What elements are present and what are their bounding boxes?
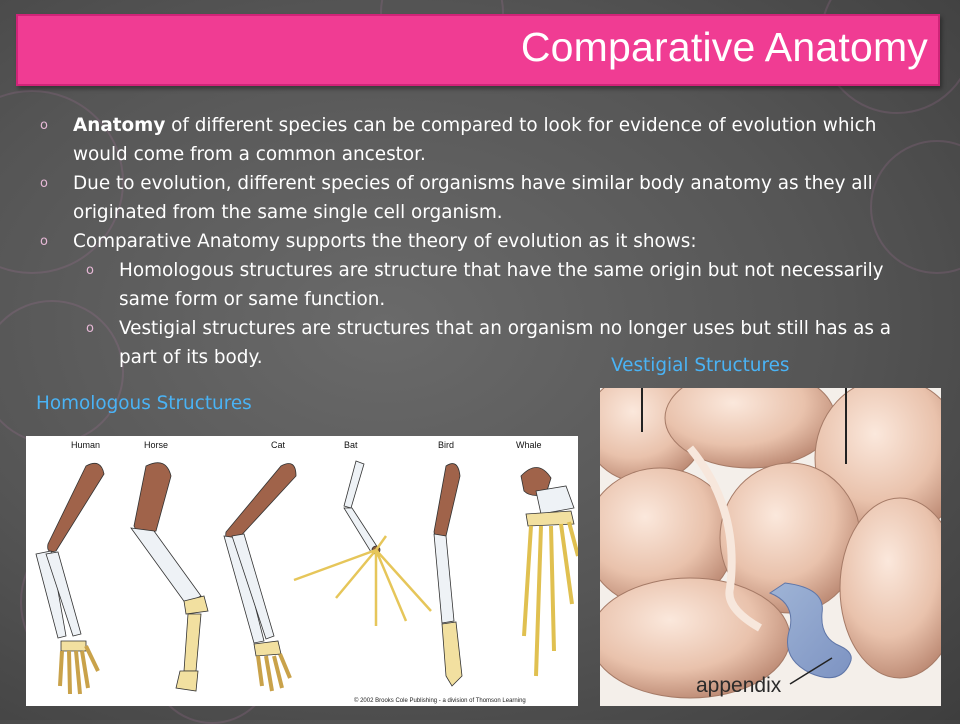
animal-label-whale: Whale <box>516 440 542 450</box>
bullet-item <box>40 169 930 227</box>
animal-label-bird: Bird <box>438 440 455 450</box>
bullet-text: Homologous structures are structure that have the same origin but not necessarily same form or same function. <box>119 260 884 310</box>
bullet-text: of different species can be compared to look for evidence of evolution which would come from a common ancestor. <box>73 115 877 165</box>
bat-wing <box>294 461 431 626</box>
animal-label-human: Human <box>71 440 101 450</box>
animal-labels <box>71 440 542 450</box>
image-credit: © 2002 Brooks Cole Publishing - a division of Thomson Learning <box>354 698 526 704</box>
whale-flipper <box>521 467 578 676</box>
bullet-text: Due to evolution, different species of organisms have similar body anatomy as they all originated from the same single cell organism. <box>73 173 873 223</box>
human-arm <box>36 463 104 694</box>
title-bar <box>16 14 940 86</box>
bullet-list <box>40 111 930 372</box>
bullet-marker: o <box>40 118 48 133</box>
bullet-marker: o <box>86 321 94 336</box>
bullet-item <box>40 111 930 169</box>
bullet-marker: o <box>40 234 48 249</box>
vestigial-caption: Vestigial Structures <box>611 355 790 376</box>
bullet-text: Comparative Anatomy supports the theory of evolution as it shows: <box>73 231 697 252</box>
limb-bones-illustration <box>26 436 578 706</box>
bullet-bold-term: Anatomy <box>73 115 166 136</box>
homologous-caption: Homologous Structures <box>36 393 252 414</box>
vestigial-structures-image <box>600 388 941 706</box>
homologous-structures-image <box>26 436 578 706</box>
animal-label-bat: Bat <box>344 440 358 450</box>
sub-bullet-item <box>40 314 930 372</box>
appendix-label: appendix <box>696 674 782 697</box>
bullet-marker: o <box>40 176 48 191</box>
intestine <box>600 388 941 698</box>
animal-label-horse: Horse <box>144 440 169 450</box>
horse-leg <box>131 463 208 691</box>
animal-label-cat: Cat <box>271 440 286 450</box>
intestine-appendix-illustration <box>600 388 941 706</box>
sub-bullet-item <box>40 256 930 314</box>
bullet-marker: o <box>86 263 94 278</box>
cat-leg <box>224 464 296 691</box>
slide-title: Comparative Anatomy <box>520 24 928 70</box>
bullet-item <box>40 227 930 256</box>
bullet-text: Vestigial structures are structures that an organism no longer uses but still has as a part of its body. <box>119 318 892 368</box>
bird-wing <box>434 464 462 686</box>
